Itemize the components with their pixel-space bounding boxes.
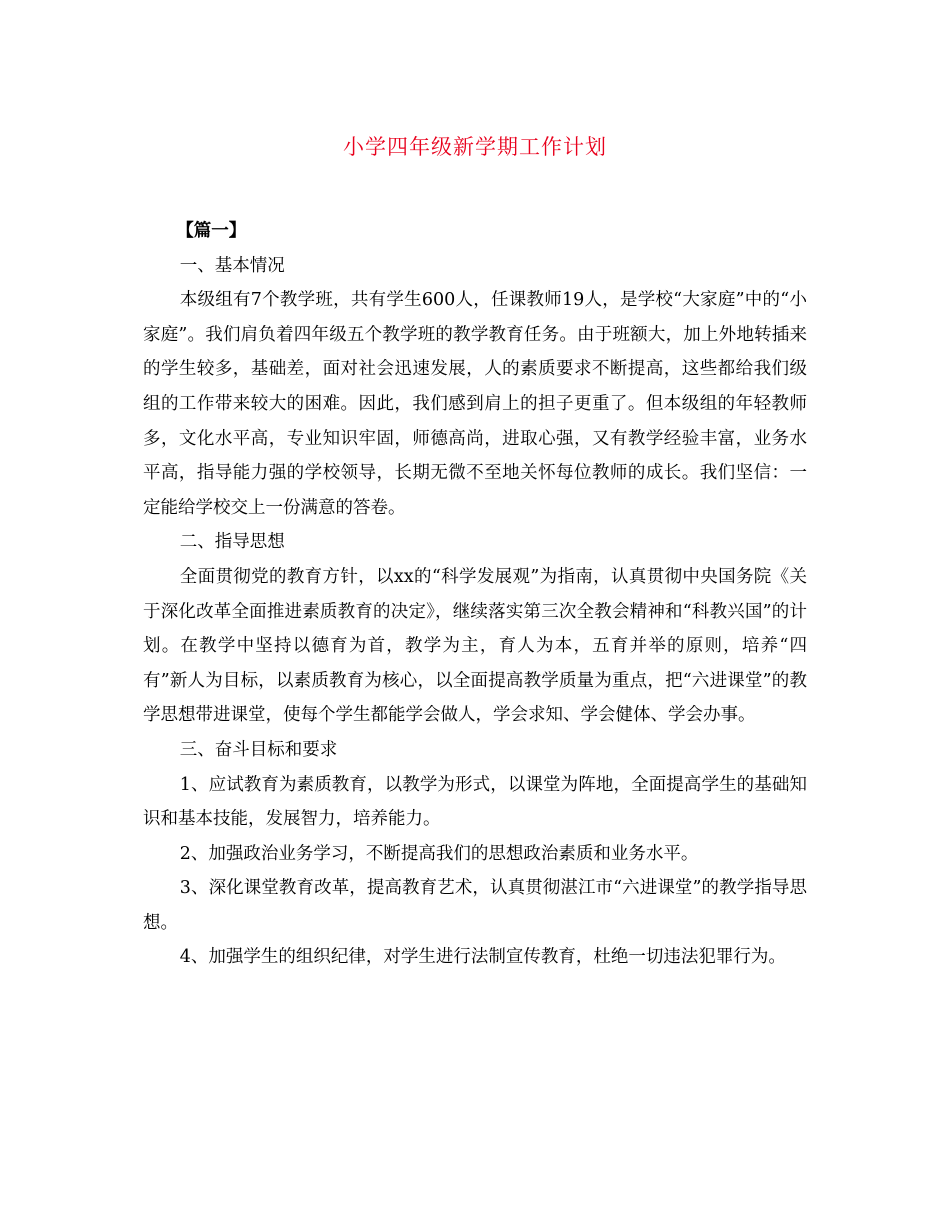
paragraph-guiding-ideology: 全面贯彻党的教育方针，以xx的“科学发展观”为指南，认真贯彻中央国务院《关于深化改革全面推进素质教育的决定》，继续落实第三次全教会精神和“科教兴国”的计划。在教学中坚持以德育为首，教学为主，育人为本，五育并举的原则，培养“四有”新人为目标，以素质教育为核心，以全面提高教学质量为重点，把“六进课堂”的教学思想带进课堂，使每个学生都能学会做人，学会求知、学会健体、学会办事。: [143, 566, 807, 726]
list-item-goal-4: 4、加强学生的组织纪律，对学生进行法制宣传教育，杜绝一切违法犯罪行为。: [179, 947, 786, 968]
list-item-goal-1: 1、应试教育为素质教育，以教学为形式，以课堂为阵地，全面提高学生的基础知识和基本技能，发展智力，培养能力。: [143, 774, 807, 830]
section-tag: 【篇一】: [176, 221, 247, 241]
list-item-goal-2: 2、加强政治业务学习，不断提高我们的思想政治素质和业务水平。: [179, 843, 699, 864]
heading-goals-requirements: 三、奋斗目标和要求: [179, 739, 338, 760]
document-body: [143, 214, 807, 975]
paragraph-basic-situation: 本级组有7个教学班，共有学生600人，任课教师19人，是学校“大家庭”中的“小家庭”。我们肩负着四年级五个教学班的教学教育任务。由于班额大，加上外地转插来的学生较多，基础差，面对社会迅速发展，人的素质要求不断提高，这些都给我们级组的工作带来较大的困难。因此，我们感到肩上的担子更重了。但本级组的年轻教师多，文化水平高，专业知识牢固，师德高尚，进取心强，又有教学经验丰富，业务水平高，指导能力强的学校领导，长期无微不至地关怀每位教师的成长。我们坚信：一定能给学校交上一份满意的答卷。: [143, 290, 807, 518]
list-item-goal-3: 3、深化课堂教育改革，提高教育艺术，认真贯彻湛江市“六进课堂”的教学指导思想。: [143, 878, 807, 933]
heading-basic-situation: 一、基本情况: [179, 255, 285, 276]
document-title: 小学四年级新学期工作计划: [343, 135, 607, 159]
heading-guiding-ideology: 二、指导思想: [179, 532, 285, 553]
